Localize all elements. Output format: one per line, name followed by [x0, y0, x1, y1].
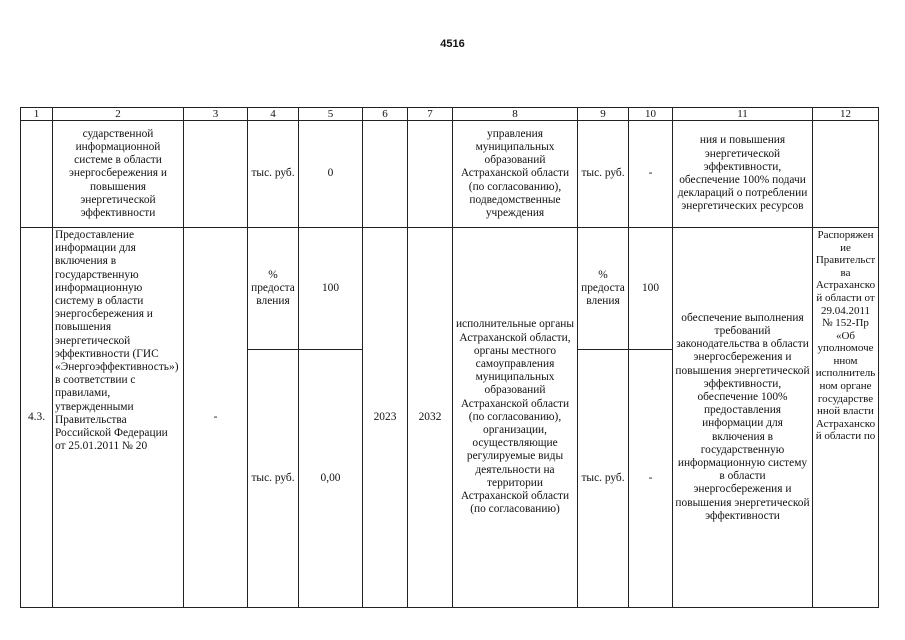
- column-header: 9: [578, 108, 629, 121]
- column-header: 5: [299, 108, 363, 121]
- indicator-unit: % предоставления: [248, 227, 299, 349]
- column-header: 3: [184, 108, 248, 121]
- table-cell: [813, 121, 879, 228]
- table-cell: [363, 121, 408, 228]
- table-cell: [408, 121, 453, 228]
- column-header: 1: [21, 108, 53, 121]
- column-header: 7: [408, 108, 453, 121]
- legal-basis: Распоряжение Правительства Астраханской области от 29.04.2011 № 152-Пр «Об уполномоченном исполнительном органе государственной власти Астраханской области по: [813, 227, 879, 607]
- page-number: 4516: [440, 38, 465, 50]
- indicator-value: 0,00: [299, 349, 363, 607]
- table-cell: [21, 121, 53, 228]
- table-row: [21, 227, 879, 349]
- expected-result: обеспечение выполнения требований законодательства в области энергосбережения и повышения энергетической эффективности, обеспечение 100% предоставления информации для включения в государственную информационную систему в области энергосбережения и повышения энергетической эффективности: [673, 227, 813, 607]
- table-cell: сударственной информационной системе в области энергосбережения и повышения энергетической эффективности: [53, 121, 184, 228]
- indicator-unit: % предоставления: [578, 227, 629, 349]
- column-header: 2: [53, 108, 184, 121]
- column-header: 10: [629, 108, 673, 121]
- table-cell: управления муниципальных образований Астраханской области (по согласованию), подведомственные учреждения: [453, 121, 578, 228]
- end-year: 2032: [408, 227, 453, 607]
- column-header: 11: [673, 108, 813, 121]
- indicator-value: -: [629, 349, 673, 607]
- table-cell: тыс. руб.: [578, 121, 629, 228]
- table-cell: 0: [299, 121, 363, 228]
- item-description: Предоставление информации для включения в государственную информационную систему в области энергосбережения и повышения энергетической эффективности (ГИС «Энергоэффективность») в соответствии с правилами, утвержденными Правительства Российской Федерации от 25.01.2011 № 20: [53, 227, 184, 607]
- responsible-executors: исполнительные органы Астраханской области, органы местного самоуправления муниципальных образований Астраханской области (по согласованию), организации, осуществляющие регулируемые виды деятельности на территории Астраханской области (по согласованию): [453, 227, 578, 607]
- column-header: 8: [453, 108, 578, 121]
- header-row: [21, 108, 879, 121]
- column-header: 4: [248, 108, 299, 121]
- table-cell: [184, 121, 248, 228]
- column-header: 6: [363, 108, 408, 121]
- column-header: 12: [813, 108, 879, 121]
- indicator-value: 100: [629, 227, 673, 349]
- indicator-unit: тыс. руб.: [578, 349, 629, 607]
- continuation-row: [21, 121, 879, 228]
- start-year: 2023: [363, 227, 408, 607]
- indicator-value: 100: [299, 227, 363, 349]
- program-table: [20, 107, 879, 608]
- indicator-unit: тыс. руб.: [248, 349, 299, 607]
- item-number: 4.3.: [21, 227, 53, 607]
- table-cell: тыс. руб.: [248, 121, 299, 228]
- table-cell: ния и повышения энергетической эффективности, обеспечение 100% подачи деклараций о потреблении энергетических ресурсов: [673, 121, 813, 228]
- table-cell: -: [629, 121, 673, 228]
- table-cell: -: [184, 227, 248, 607]
